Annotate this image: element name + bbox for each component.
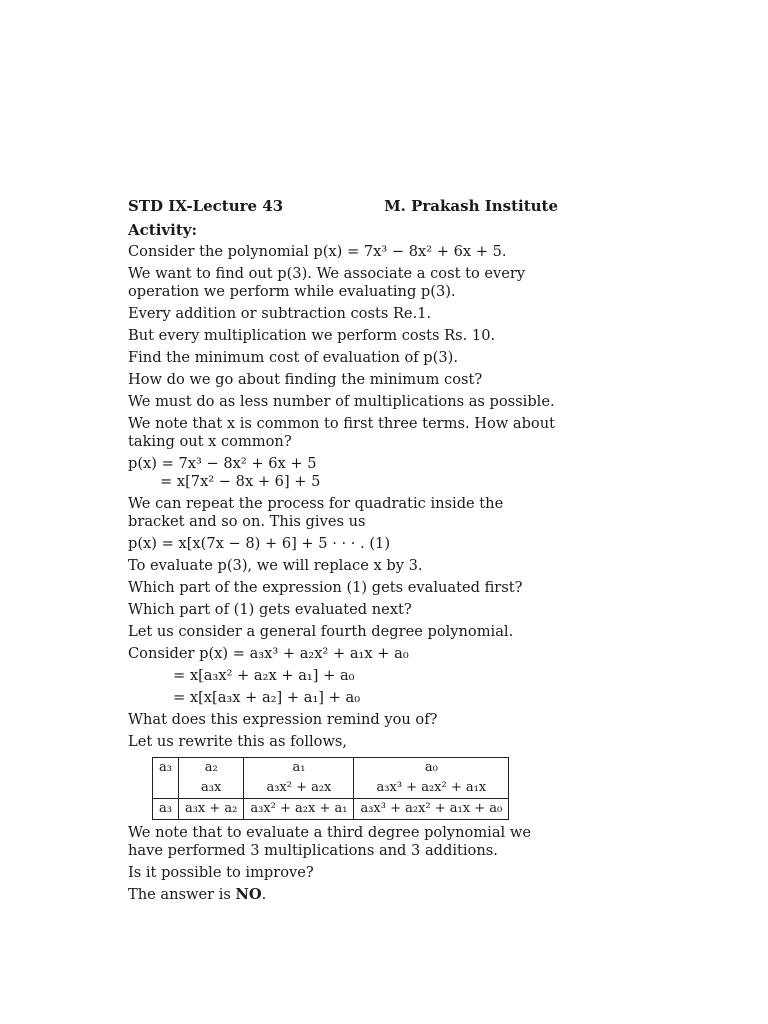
answer-bold: NO bbox=[235, 886, 262, 903]
equation-line: Consider p(x) = a₃x³ + a₂x² + a₁x + a₀ bbox=[128, 645, 409, 662]
text-line: Every addition or subtraction costs Re.1. bbox=[128, 305, 432, 322]
table-cell: a₃x bbox=[178, 778, 243, 799]
answer-line bbox=[128, 886, 558, 904]
equation-line: p(x) = 7x³ − 8x² + 6x + 5 bbox=[128, 455, 317, 472]
text-line: Let us consider a general fourth degree polynomial. bbox=[128, 623, 514, 640]
table-cell: a₀ bbox=[354, 758, 509, 779]
text-line: We note that to evaluate a third degree polynomial we have performed 3 multiplications and 3 additions. bbox=[128, 824, 531, 859]
text-line: Find the minimum cost of evaluation of p(3). bbox=[128, 349, 458, 366]
equation-line: = x[a₃x² + a₂x + a₁] + a₀ bbox=[173, 667, 355, 684]
lecture-page bbox=[128, 197, 558, 908]
page-header bbox=[128, 197, 558, 215]
equation-line: p(x) = x[x(7x − 8) + 6] + 5 · · · . (1) bbox=[128, 535, 391, 552]
table-row bbox=[153, 758, 509, 779]
equation-line: = x[x[a₃x + a₂] + a₁] + a₀ bbox=[173, 689, 361, 706]
text-line: We note that x is common to first three terms. How about taking out x common? bbox=[128, 415, 555, 450]
text-line: Consider the polynomial p(x) = 7x³ − 8x² + 6x + 5. bbox=[128, 243, 507, 260]
table-cell: a₃x³ + a₂x² + a₁x + a₀ bbox=[354, 799, 509, 820]
table-cell: a₃x² + a₂x bbox=[244, 778, 354, 799]
text-line: To evaluate p(3), we will replace x by 3. bbox=[128, 557, 423, 574]
text-line: Which part of the expression (1) gets evaluated first? bbox=[128, 579, 523, 596]
activity-heading: Activity: bbox=[128, 221, 197, 239]
table-cell: a₃x + a₂ bbox=[178, 799, 243, 820]
text-line: But every multiplication we perform costs Rs. 10. bbox=[128, 327, 496, 344]
institute-name: M. Prakash Institute bbox=[384, 197, 558, 215]
horner-table bbox=[152, 757, 509, 820]
table-cell: a₃x³ + a₂x² + a₁x bbox=[354, 778, 509, 799]
text-line: Which part of (1) gets evaluated next? bbox=[128, 601, 412, 618]
table-row bbox=[153, 778, 509, 799]
text-line: How do we go about finding the minimum cost? bbox=[128, 371, 483, 388]
text-line: Let us rewrite this as follows, bbox=[128, 733, 348, 750]
lecture-title: STD IX-Lecture 43 bbox=[128, 197, 284, 215]
answer-prefix: The answer is bbox=[128, 886, 236, 903]
text-line: What does this expression remind you of? bbox=[128, 711, 438, 728]
table-cell: a₂ bbox=[178, 758, 243, 779]
table-cell: a₃ bbox=[153, 799, 179, 820]
answer-suffix: . bbox=[261, 886, 267, 903]
text-line: We must do as less number of multiplications as possible. bbox=[128, 393, 555, 410]
table-cell: a₃x² + a₂x + a₁ bbox=[244, 799, 354, 820]
table-cell bbox=[153, 778, 179, 799]
equation-line: = x[7x² − 8x + 6] + 5 bbox=[160, 473, 321, 490]
table-cell: a₃ bbox=[153, 758, 179, 779]
table-cell: a₁ bbox=[244, 758, 354, 779]
text-line: We can repeat the process for quadratic inside the bracket and so on. This gives us bbox=[128, 495, 504, 530]
text-line: Is it possible to improve? bbox=[128, 864, 314, 881]
text-line: We want to find out p(3). We associate a cost to every operation we perform while evaluating p(3). bbox=[128, 265, 526, 300]
table-row bbox=[153, 799, 509, 820]
